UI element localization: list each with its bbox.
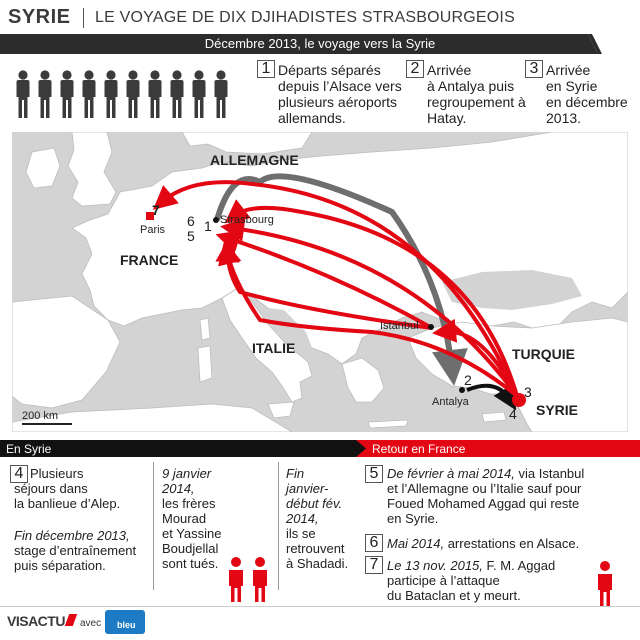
map-marker-6: 6 <box>187 213 195 229</box>
return-step-5-number: 5 <box>365 465 383 483</box>
map-marker-3: 3 <box>524 384 532 400</box>
step-2-number: 2 <box>406 60 424 78</box>
map-marker-7: 7 <box>152 202 160 218</box>
col-divider-1 <box>153 462 154 590</box>
banner-text: Décembre 2013, le voyage vers la Syrie <box>204 36 436 51</box>
label-syria: SYRIE <box>536 402 579 418</box>
return-step-6-number: 6 <box>365 534 383 552</box>
person-killed-icon <box>594 560 616 606</box>
step-3-text: Arrivée en Syrie en décembre 2013. <box>546 62 628 126</box>
return-step-7-number: 7 <box>365 556 383 574</box>
label-paris: Paris <box>140 224 166 236</box>
syria-shadadi-text: Fin janvier- début fév. 2014, ils se retrouvent à Shadadi. <box>286 466 349 571</box>
return-step-7-text: participe à l’attaque du Bataclan et y meurt. <box>387 573 521 603</box>
header-separator <box>83 8 84 28</box>
visactu-logo: VISACTU <box>7 613 65 629</box>
map-marker-1: 1 <box>204 218 212 234</box>
syria-training-text: Fin décembre 2013, stage d’entraînement puis séparation. <box>14 528 137 573</box>
france-bleu-logo-text: bleu <box>117 620 136 630</box>
header-title: LE VOYAGE DE DIX DJIHADISTES STRASBOURGEOIS <box>95 9 515 26</box>
section-label-syria: En Syrie <box>6 442 52 456</box>
map-marker-2: 2 <box>464 372 472 388</box>
footer-avec: avec <box>80 618 102 629</box>
return-step-5-text: et l’Allemagne ou l’Italie sauf pour Foued Mohamed Aggad qui reste en Syrie. <box>387 481 582 526</box>
istanbul-dot <box>428 324 434 330</box>
syria-deaths-text: 9 janvier 2014, les frères Mourad et Yassine Boudjellal sont tués. <box>162 466 222 571</box>
label-france: FRANCE <box>120 252 179 268</box>
two-persons-killed-icon <box>226 556 274 602</box>
step-1-text: Départs séparés depuis l’Alsace vers plusieurs aéroports allemands. <box>278 62 402 126</box>
syria-step-4-number: 4 <box>10 465 28 483</box>
label-turkey: TURQUIE <box>512 346 575 362</box>
step-1-number: 1 <box>257 60 275 78</box>
syria-step-4-text-cont: séjours dans la banlieue d’Alep. <box>14 481 121 511</box>
step-3-number: 3 <box>525 60 543 78</box>
map-marker-4: 4 <box>509 406 517 422</box>
aegean-sea <box>384 360 416 398</box>
map-svg <box>12 132 628 432</box>
section-label-return: Retour en France <box>372 442 466 456</box>
ten-people-icons <box>15 70 245 122</box>
label-istanbul: Istanbul <box>380 320 419 332</box>
label-strasbourg: Strasbourg <box>220 214 274 226</box>
header-tag: SYRIE <box>8 6 71 28</box>
section-bar-arrow <box>346 440 368 457</box>
strasbourg-dot <box>213 217 219 223</box>
col-divider-2 <box>278 462 279 590</box>
visactu-logo-mark <box>65 614 77 626</box>
return-step-6-text: Mai 2014, arrestations en Alsace. <box>387 536 580 551</box>
return-step-5-first-line: De février à mai 2014, via Istanbul <box>387 466 585 481</box>
syria-step-4-text: Plusieurs <box>30 466 84 481</box>
step-2-text: Arrivée à Antalya puis regroupement à Hatay. <box>427 62 526 126</box>
return-step-7-first-line: Le 13 nov. 2015, F. M. Aggad <box>387 558 556 573</box>
label-antalya: Antalya <box>432 396 469 408</box>
section-bar-syria <box>0 440 356 457</box>
label-germany: ALLEMAGNE <box>210 152 299 168</box>
map <box>12 132 628 432</box>
label-italy: ITALIE <box>252 340 296 356</box>
scale-label: 200 km <box>22 410 59 422</box>
map-marker-5: 5 <box>187 228 195 244</box>
footer-divider <box>0 606 640 607</box>
